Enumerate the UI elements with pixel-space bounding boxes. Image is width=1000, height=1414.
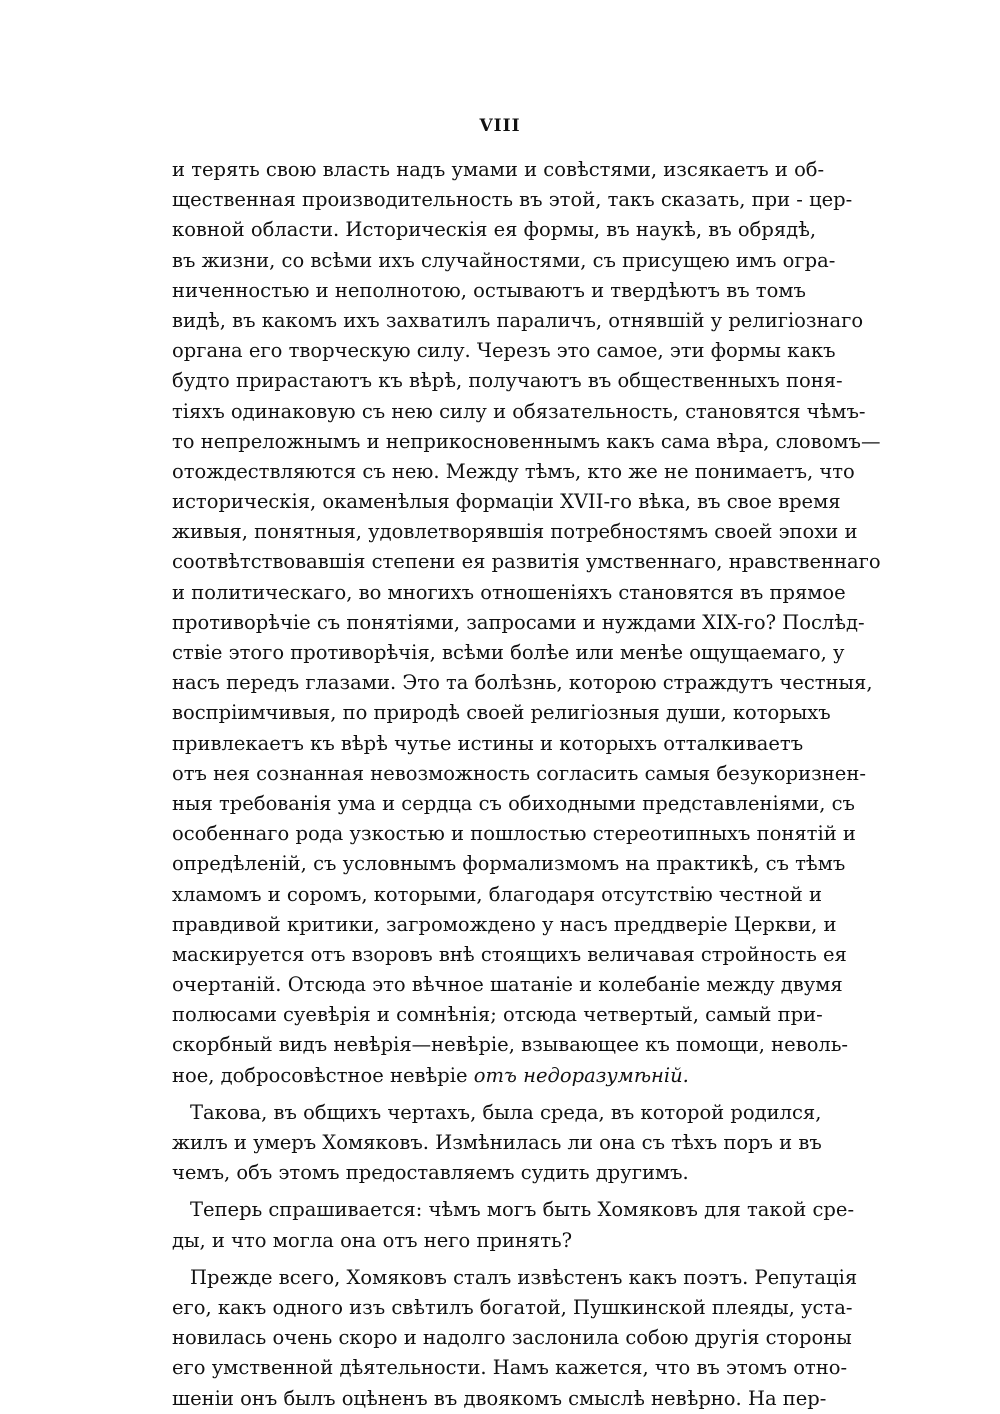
- text-line: маскируется отъ взоровъ внѣ стоящихъ величавая стройность ея: [172, 942, 847, 966]
- text-line: особеннаго рода узкостью и пошлостью стереотипныхъ понятій и: [172, 822, 856, 846]
- paragraph-2: [172, 1098, 822, 1189]
- text-line: Такова, въ общихъ чертахъ, была среда, въ которой родился,: [190, 1100, 822, 1124]
- paragraph-1: [172, 155, 881, 1091]
- text-line: ды, и что могла она отъ него принять?: [172, 1228, 573, 1252]
- text-line: противорѣчіе съ понятіями, запросами и нуждами XIX-го? Послѣд-: [172, 610, 865, 634]
- text-line: хламомъ и соромъ, которыми, благодаря отсутствію честной и: [172, 882, 822, 906]
- page-number: VIII: [479, 116, 521, 136]
- text-line: отождествляются съ нею. Между тѣмъ, кто же не понимаетъ, что: [172, 459, 855, 483]
- text-line: ковной области. Историческія ея формы, въ наукѣ, въ обрядѣ,: [172, 218, 817, 242]
- paragraph-4: [172, 1263, 858, 1414]
- text-line: живыя, понятныя, удовлетворявшія потребностямъ своей эпохи и: [172, 520, 858, 544]
- text-line: новилась очень скоро и надолго заслонила собою другія стороны: [172, 1326, 852, 1350]
- text-line: ствіе этого противорѣчія, всѣми болѣе или менѣе ощущаемаго, у: [172, 641, 845, 664]
- text-line: шеніи онъ былъ оцѣненъ въ двоякомъ смыслѣ невѣрно. На пер-: [172, 1386, 827, 1410]
- text-line: ныя требованія ума и сердца съ обиходными представленіями, съ: [172, 791, 855, 815]
- text-line: тіяхъ одинаковую съ нею силу и обязательность, становятся чѣмъ-: [172, 399, 866, 423]
- text-line: и политическаго, во многихъ отношеніяхъ становятся въ прямое: [172, 580, 846, 604]
- text-line: щественная производительность въ этой, такъ сказать, при - цер-: [172, 188, 853, 212]
- text-line: органа его творческую силу. Черезъ это самое, эти формы какъ: [172, 339, 836, 363]
- text-line: жилъ и умеръ Хомяковъ. Измѣнилась ли она съ тѣхъ поръ и въ: [172, 1131, 822, 1154]
- text-line: въ жизни, со всѣми ихъ случайностями, съ присущею имъ огра-: [172, 248, 836, 272]
- line-text: ное, добросовѣстное невѣріе: [172, 1063, 474, 1087]
- paragraph-3: [172, 1195, 855, 1255]
- text-line: и терять свою власть надъ умами и совѣстями, изсякаетъ и об-: [172, 158, 825, 181]
- text-line: Теперь спрашивается: чѣмъ могъ быть Хомяковъ для такой сре-: [190, 1198, 855, 1222]
- text-line: привлекаетъ къ вѣрѣ чутье истины и которыхъ отталкиваетъ: [172, 731, 804, 755]
- text-line: полюсами суевѣрія и сомнѣнія; отсюда четвертый, самый при-: [172, 1003, 823, 1027]
- body-text: [172, 155, 881, 1414]
- text-line: насъ передъ глазами. Это та болѣзнь, которою страждутъ честныя,: [172, 671, 873, 695]
- text-line: отъ нея сознанная невозможность согласить самыя безукоризнен-: [172, 761, 866, 785]
- text-line: будто прирастаютъ къ вѣрѣ, получаютъ въ общественныхъ поня-: [172, 369, 843, 393]
- text-line: ниченностью и неполнотою, остываютъ и твердѣютъ въ томъ: [172, 278, 806, 302]
- text-line: скорбный видъ невѣрія—невѣріе, взывающее къ помощи, неволь-: [172, 1033, 849, 1057]
- text-line: соотвѣтствовавшія степени ея развитія умственнаго, нравственнаго: [172, 550, 881, 574]
- text-line: историческія, окаменѣлыя формаціи XVII-го вѣка, въ свое время: [172, 490, 841, 514]
- text-line: то непреложнымъ и неприкосновеннымъ какъ сама вѣра, словомъ—: [172, 429, 881, 453]
- text-line: чемъ, объ этомъ предоставляемъ судить другимъ.: [172, 1161, 689, 1185]
- text-line: опредѣленій, съ условнымъ формализмомъ на практикѣ, съ тѣмъ: [172, 852, 846, 876]
- text-line: видѣ, въ какомъ ихъ захватилъ параличъ, отнявшій у религіознаго: [172, 308, 864, 332]
- text-line: очертаній. Отсюда это вѣчное шатаніе и колебаніе между двумя: [172, 973, 843, 997]
- italic-phrase: отъ недоразумѣній.: [473, 1063, 689, 1087]
- text-line: его, какъ одного изъ свѣтилъ богатой, Пушкинской плеяды, уста-: [172, 1295, 853, 1319]
- text-line: его умственной дѣятельности. Намъ кажется, что въ этомъ отно-: [172, 1356, 848, 1380]
- text-line: воспріимчивыя, по природѣ своей религіозныя души, которыхъ: [172, 701, 831, 725]
- text-line: правдивой критики, загромождено у насъ преддверіе Церкви, и: [172, 912, 837, 936]
- text-line: [172, 1061, 794, 1091]
- text-line: Прежде всего, Хомяковъ сталъ извѣстенъ какъ поэтъ. Репутація: [190, 1265, 858, 1289]
